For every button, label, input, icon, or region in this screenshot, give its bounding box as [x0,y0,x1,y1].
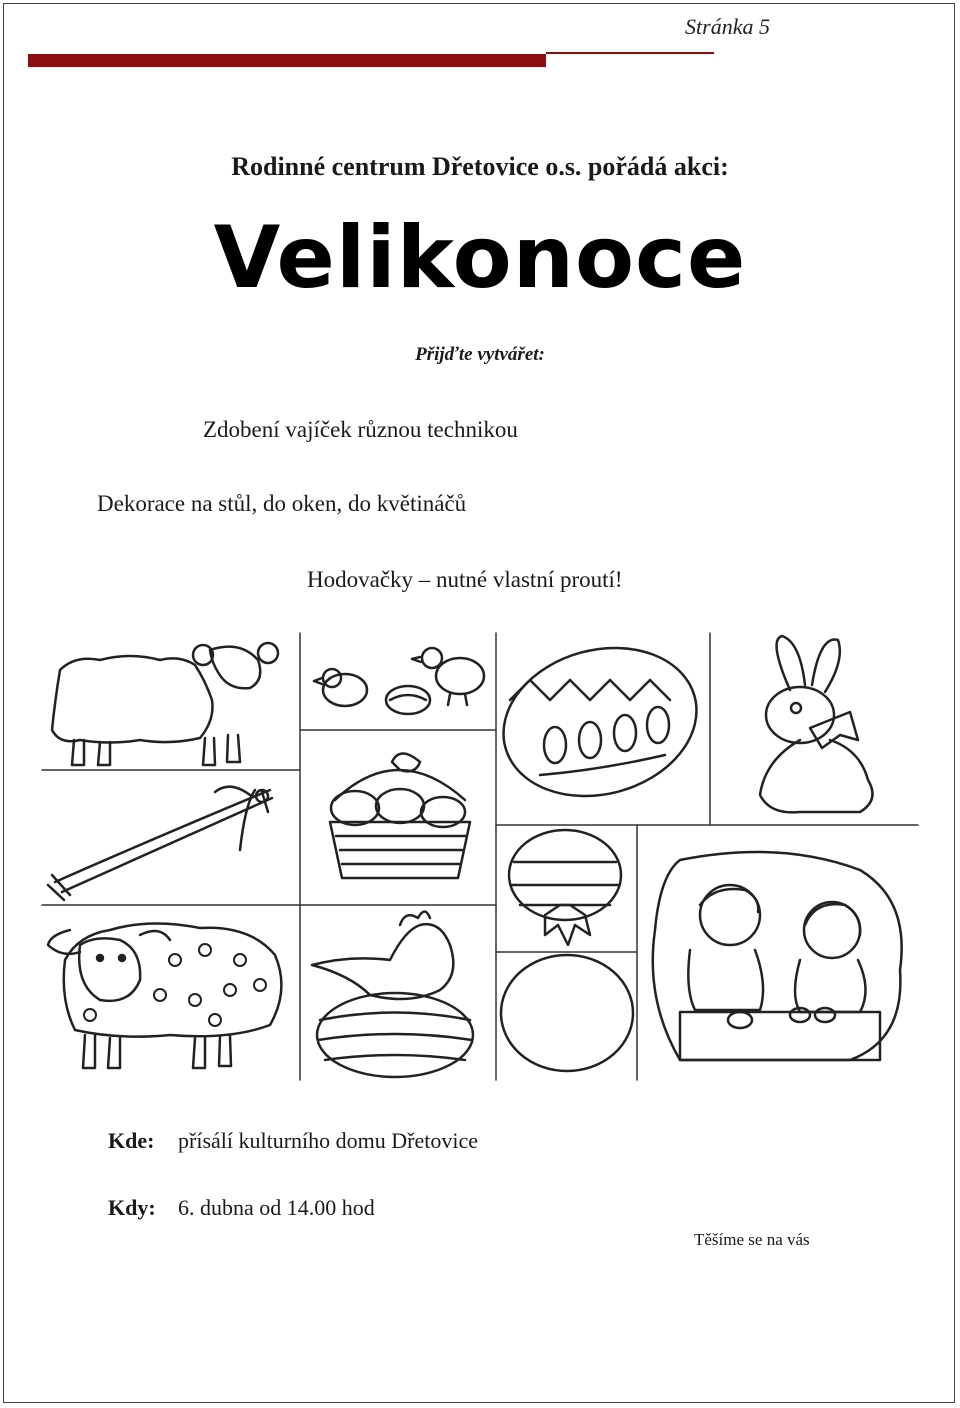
willow-whip-icon [48,787,272,900]
chicks-icon [314,648,484,714]
egg-with-bow-icon [509,830,621,945]
ram-icon [52,643,278,765]
time-label: Kdy: [108,1195,156,1220]
activity-item: Hodovačky – nutné vlastní proutí! [307,567,623,592]
location-label: Kde: [108,1128,155,1153]
invite-line: Přijďte vytvářet: [415,344,545,365]
event-title: Velikonoce [213,208,747,308]
plain-egg-icon [501,955,633,1071]
organizer-line: Rodinné centrum Dřetovice o.s. pořádá akci: [231,152,729,181]
event-location [108,1128,478,1154]
curly-sheep-icon [48,923,281,1068]
location-value: přísálí kulturního domu Dřetovice [178,1128,478,1153]
event-time [108,1195,375,1221]
children-painting-eggs-icon [653,852,902,1060]
decorated-egg-icon [487,627,714,817]
easter-basket-icon [330,754,470,879]
page-number: Stránka 5 [685,14,770,39]
hen-on-egg-icon [312,912,473,1078]
bunny-icon [760,636,873,812]
activity-item: Zdobení vajíček různou technikou [203,417,518,442]
closing-greeting: Těšíme se na vás [694,1230,810,1249]
time-value: 6. dubna od 14.00 hod [178,1195,375,1220]
activity-item: Dekorace na stůl, do oken, do květináčů [97,491,467,516]
